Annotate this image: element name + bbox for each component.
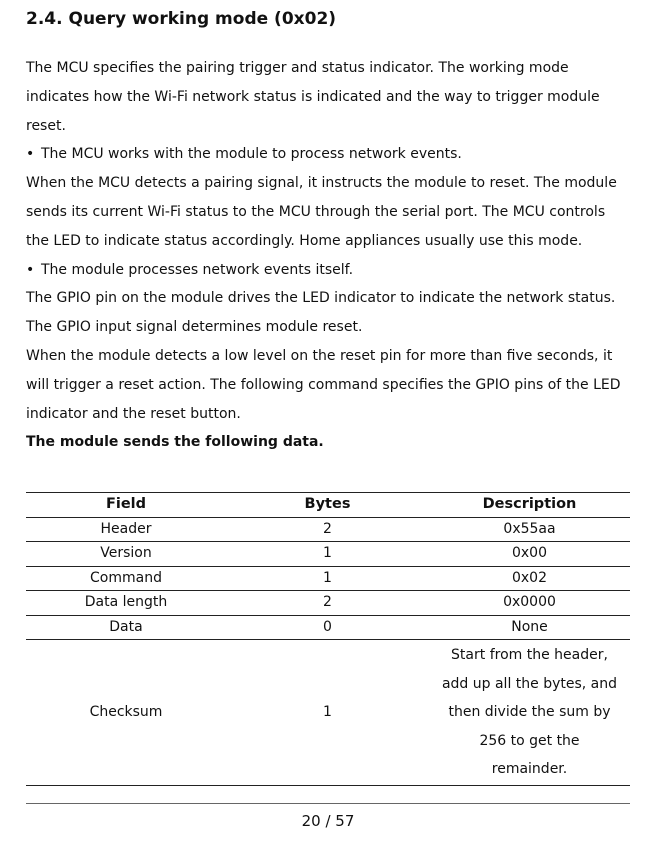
cell-field: Checksum bbox=[26, 640, 226, 786]
paragraph-mcu-mode: When the MCU detects a pairing signal, it instructs the module to reset. The module sends its current Wi-Fi status to the MCU through the serial port. The MCU controls the LED to indicate status accordingly. Home appliances usually use this mode. bbox=[26, 175, 617, 249]
cell-field: Data length bbox=[26, 591, 226, 616]
paragraph-sends: The module sends the following data. bbox=[26, 434, 324, 451]
cell-field: Version bbox=[26, 542, 226, 567]
cell-field: Data bbox=[26, 615, 226, 640]
column-header-bytes: Bytes bbox=[226, 493, 429, 518]
cell-bytes: 0 bbox=[226, 615, 429, 640]
paragraph-intro: The MCU specifies the pairing trigger and status indicator. The working mode indicates how the Wi-Fi network status is indicated and the way to trigger module reset. bbox=[26, 60, 600, 134]
checksum-line: Start from the header, bbox=[451, 647, 608, 663]
cell-description-checksum bbox=[429, 640, 630, 786]
cell-description: 0x55aa bbox=[429, 517, 630, 542]
cell-description: 0x0000 bbox=[429, 591, 630, 616]
bullet-dot-icon: • bbox=[26, 146, 35, 163]
bullet-text-module: The module processes network events itself. bbox=[41, 261, 354, 278]
checksum-line: then divide the sum by bbox=[448, 704, 611, 721]
cell-field: Command bbox=[26, 566, 226, 591]
body-text bbox=[26, 54, 630, 457]
cell-description: 0x00 bbox=[429, 542, 630, 567]
bullet-item-module bbox=[26, 256, 630, 285]
paragraph-gpio: The GPIO pin on the module drives the LED indicator to indicate the network status. The GPIO input signal determines module reset. bbox=[26, 290, 616, 336]
column-header-description: Description bbox=[429, 493, 630, 518]
cell-bytes: 2 bbox=[226, 517, 429, 542]
table-row bbox=[26, 566, 630, 591]
column-header-field: Field bbox=[26, 493, 226, 518]
table-row bbox=[26, 615, 630, 640]
section-title: 2.4. Query working mode (0x02) bbox=[26, 9, 337, 29]
cell-field: Header bbox=[26, 517, 226, 542]
table-row bbox=[26, 640, 630, 786]
cell-bytes: 1 bbox=[226, 566, 429, 591]
footer-divider bbox=[26, 803, 630, 804]
bullet-dot-icon: • bbox=[26, 261, 35, 278]
table-header-row bbox=[26, 493, 630, 518]
paragraph-reset: When the module detects a low level on the reset pin for more than five seconds, it will trigger a reset action. The following command specifies the GPIO pins of the LED indicator and the reset button. bbox=[26, 347, 621, 422]
checksum-line: 256 to get the bbox=[479, 732, 580, 749]
data-frame-table bbox=[26, 492, 630, 786]
table-row bbox=[26, 591, 630, 616]
cell-description: None bbox=[429, 615, 630, 640]
bullet-text-mcu: The MCU works with the module to process network events. bbox=[41, 146, 462, 163]
checksum-line: remainder. bbox=[491, 761, 568, 778]
cell-bytes: 2 bbox=[226, 591, 429, 616]
cell-bytes: 1 bbox=[226, 542, 429, 567]
bullet-item-mcu bbox=[26, 140, 630, 169]
page-number: 20 / 57 bbox=[301, 812, 355, 830]
checksum-line: add up all the bytes, and bbox=[441, 675, 618, 692]
table-row bbox=[26, 542, 630, 567]
cell-description: 0x02 bbox=[429, 566, 630, 591]
cell-bytes: 1 bbox=[226, 640, 429, 786]
table-row bbox=[26, 517, 630, 542]
